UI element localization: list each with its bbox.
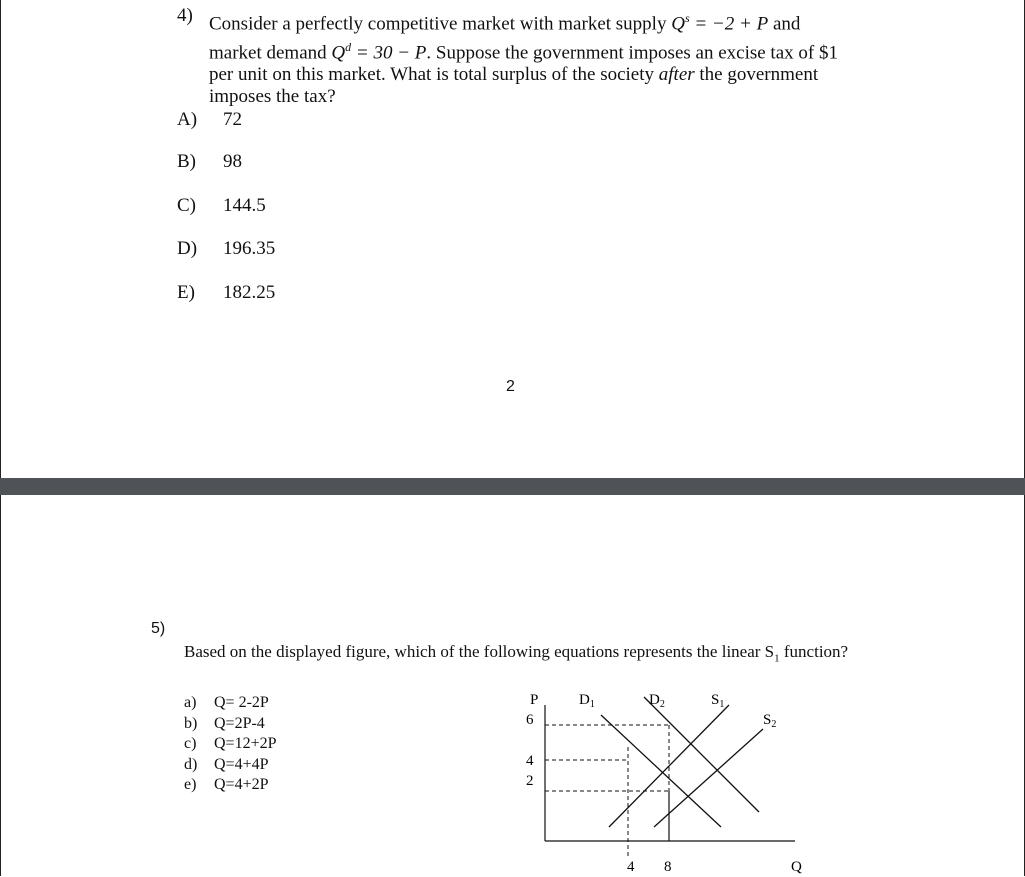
answer-choices	[184, 693, 277, 796]
x-tick-4: 4	[627, 859, 635, 875]
label-s1: $S_1$	[711, 692, 725, 710]
page-1: 4) Consider a perfectly competitive market with market supply $Q^s = -2 + P$ and market demand $Q^d = 30 - P$. Suppose the government imposes an excise tax of $1 per unit on this market. What is total surplus of the society after the government imposes the tax? A) 72 B) 98 C) 144.5 D) 196.35 E) 182.25 2	[0, 0, 1025, 479]
question-4-line-2: market demand $Q^d = 30 - P$. Suppose the government imposes an excise tax of $1	[209, 40, 838, 64]
label-s2: $S_2$	[763, 712, 777, 730]
demand-curve-d2	[644, 697, 759, 812]
choice-a[interactable]: a) Q= 2-2P	[184, 694, 269, 711]
question-4-line-4: imposes the tax?	[209, 86, 336, 107]
question-5-text: Based on the displayed figure, which of the following equations represents the linear $S_1$ function?	[184, 642, 849, 665]
y-tick-4: 4	[526, 753, 534, 769]
x-axis-label: Q	[791, 859, 802, 875]
question-4-line-1: Consider a perfectly competitive market with market supply $Q^s = -2 + P$ and	[209, 11, 801, 35]
label-d1: $D_1$	[579, 692, 595, 710]
choice-b[interactable]: b) Q=2P-4	[184, 714, 265, 732]
page-number: 2	[506, 378, 515, 395]
supply-demand-figure	[521, 687, 821, 877]
y-axis-label: P	[530, 692, 539, 708]
x-tick-8: 8	[664, 859, 672, 875]
question-4-number: 4)	[177, 5, 193, 26]
page-2	[0, 495, 1025, 876]
question-5-number: 5)	[151, 620, 166, 637]
question-4-line-3: per unit on this market. What is total surplus of the society after the government	[209, 64, 819, 85]
choice-e[interactable]: e) Q=4+2P	[184, 776, 269, 793]
choice-c[interactable]: c) Q=12+2P	[184, 735, 277, 752]
y-tick-6: 6	[526, 712, 534, 728]
page-separator	[0, 478, 1025, 495]
choice-d[interactable]: d) Q=4+4P	[184, 755, 269, 773]
supply-curve-s2	[654, 729, 763, 827]
y-tick-2: 2	[526, 773, 534, 789]
label-d2: $D_2$	[649, 692, 665, 710]
